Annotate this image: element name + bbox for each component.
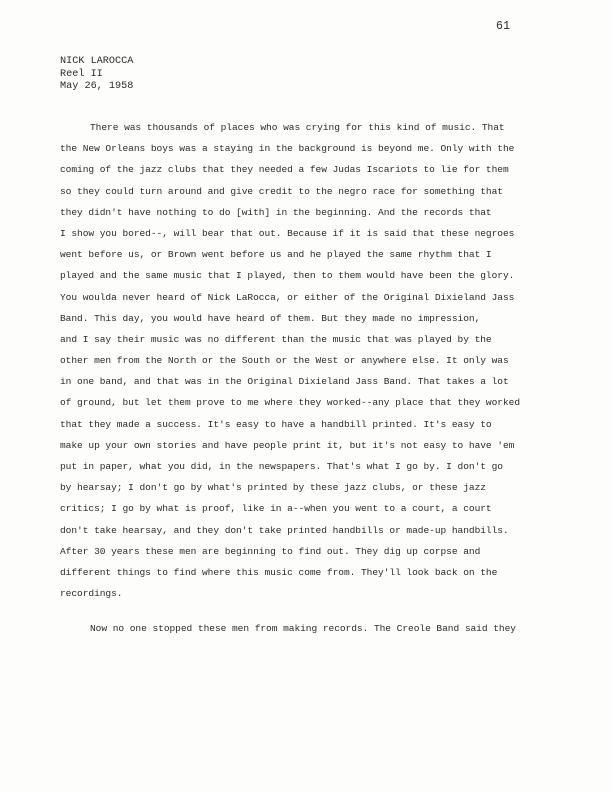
text-line: and I say their music was no different than the music that was played by the [60,333,492,345]
transcript-body [60,117,550,640]
text-line: of ground, but let them prove to me where they worked--any place that they worked [60,397,521,409]
text-line: different things to find where this music come from. They'll look back on the [60,566,498,578]
text-line: they didn't have nothing to do [with] in the beginning. And the records that [60,206,492,218]
text-line: coming of the jazz clubs that they needed a few Judas Iscariots to lie for them [60,164,509,176]
text-line: in one band, and that was in the Original Dixieland Jass Band. That takes a lot [60,376,509,388]
text-line: played and the same music that I played, then to them would have been the glory. [60,270,515,282]
text-line: the New Orleans boys was a staying in the background is beyond me. Only with the [60,143,515,155]
text-line: Now no one stopped these men from making records. The Creole Band said they [90,623,516,635]
text-line: make up your own stories and have people print it, but it's not easy to have 'em [60,439,515,451]
transcript-header [60,56,133,94]
text-line: recordings. [60,588,123,600]
reel-label: Reel II [60,68,103,80]
text-line: You woulda never heard of Nick LaRocca, or either of the Original Dixieland Jass [60,291,515,303]
text-line: by hearsay; I don't go by what's printed by these jazz clubs, or these jazz [60,482,486,494]
text-line: put in paper, what you did, in the newspapers. That's what I go by. I don't go [60,461,503,472]
text-line: went before us, or Brown went before us and he played the same rhythm that I [60,249,492,261]
paragraph-gap [60,604,550,618]
text-line: critics; I go by what is proof, like in a--when you went to a court, a court [60,503,492,515]
text-line: I show you bored--, will bear that out. Because if it is said that these negroes [60,227,515,239]
text-line: so they could turn around and give credit to the negro race for something that [60,185,503,197]
text-line: There was thousands of places who was crying for this kind of music. That [90,122,505,133]
text-line: other men from the North or the South or the West or anywhere else. It only was [60,355,509,367]
text-line: Band. This day, you would have heard of them. But they made no impression, [60,312,481,324]
text-line: don't take hearsay, and they don't take printed handbills or made-up handbills. [60,524,509,536]
text-line: that they made a success. It's easy to have a handbill printed. It's easy to [60,418,492,430]
interview-date: May 26, 1958 [60,81,134,92]
text-line: After 30 years these men are beginning to find out. They dig up corpse and [60,545,481,557]
interviewee-name: NICK LAROCCA [60,56,134,67]
page-number: 61 [496,20,511,33]
